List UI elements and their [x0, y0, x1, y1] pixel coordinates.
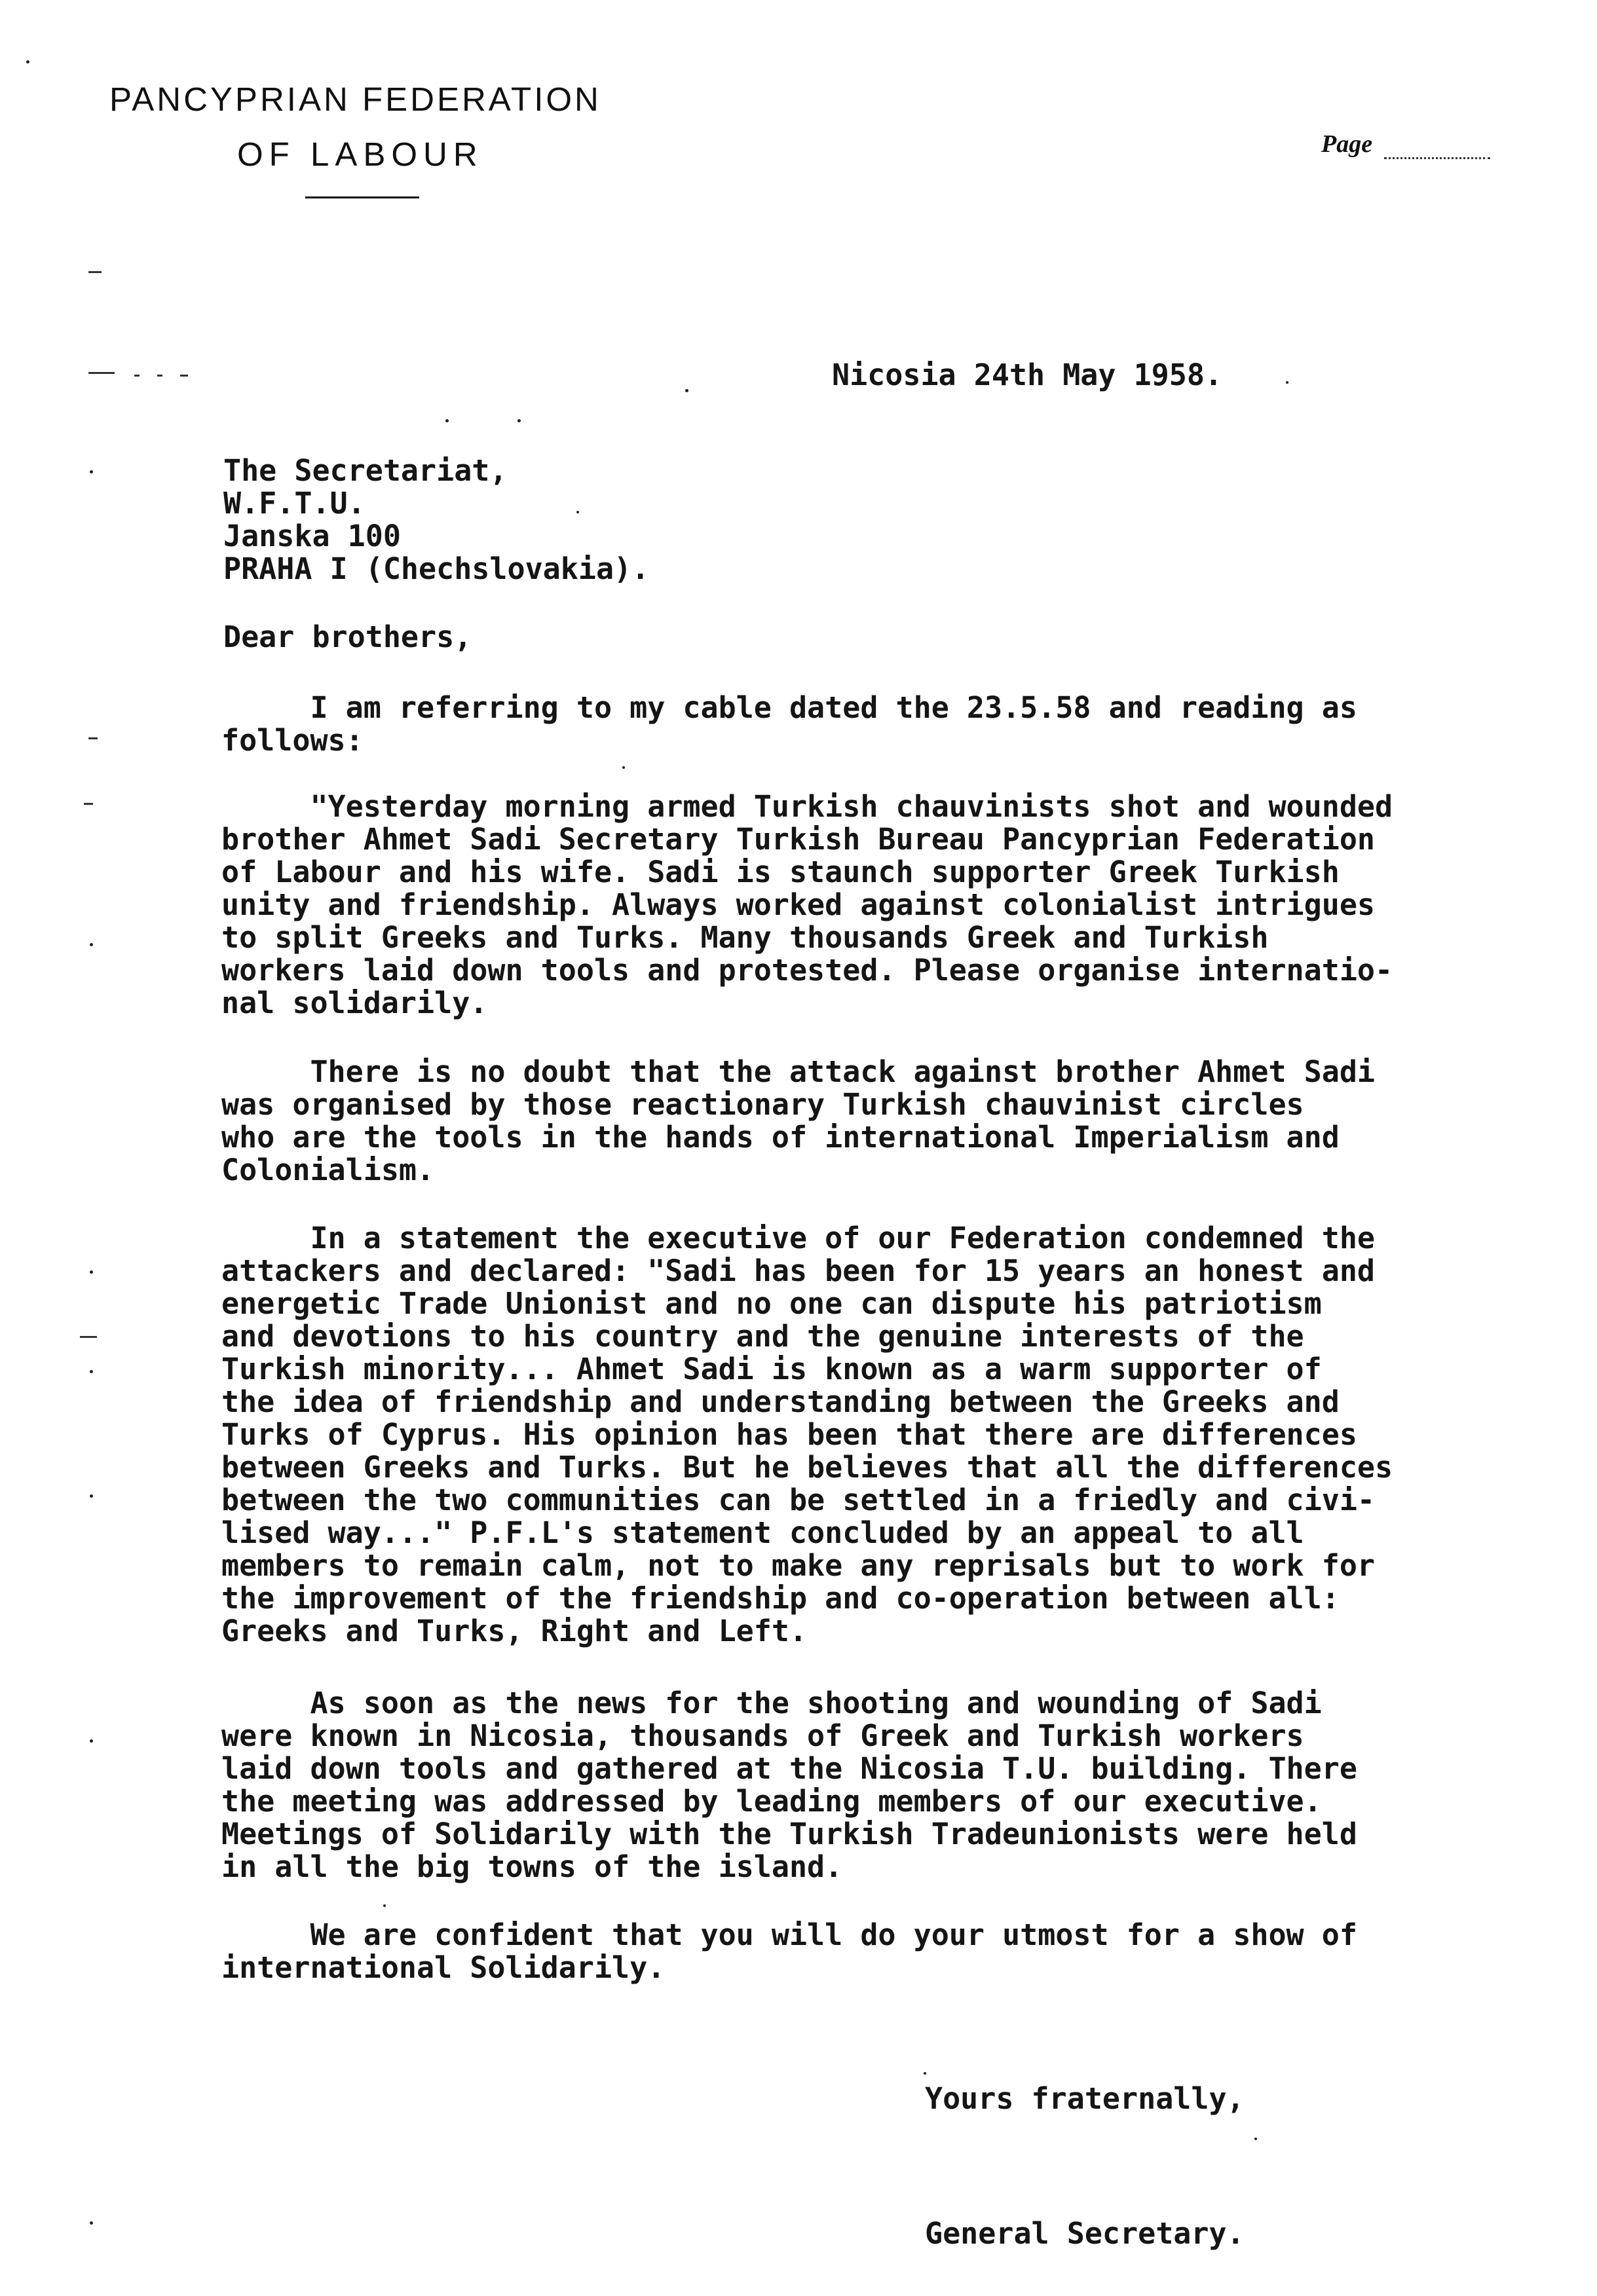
recipient-line-4: PRAHA I (Chechslovakia). — [223, 551, 650, 586]
scan-speck — [517, 419, 521, 422]
scan-speck — [90, 1494, 93, 1498]
body-paragraph-5: As soon as the news for the shooting and wounding of Sadi were known in Nicosia, thousands of Greek and Turkish workers laid down tools and gathered at the Nicosia T.U. building. There the meeting was addressed by leading members of our executive. Meetings of Solidarily with the Turkish Tradeunionists were held in all the big towns of the island. — [221, 1686, 1357, 1884]
body-paragraph-1: I am referring to my cable dated the 23.5.58 and reading as follows: — [221, 690, 1357, 758]
page-number-blank — [1384, 157, 1490, 159]
scan-speck — [90, 1370, 93, 1373]
margin-mark — [88, 737, 98, 739]
scan-speck — [924, 2072, 926, 2075]
recipient-line-1: The Secretariat, — [223, 453, 508, 488]
margin-mark — [88, 372, 115, 374]
body-paragraph-statement: In a statement the executive of our Federation condemned the attackers and declared: "Sadi has been for 15 years an honest and energetic Trade Unionist and no one can dispute his patriotism and devotions to his country and the genuine interests of the Turkish minority... Ahmet Sadi is known as a warm supporter of the idea of friendship and understanding between the Greeks and Turks of Cyprus. His opinion has been that there are differences between Greeks and Turks. But he believes that all the differences between the two communities can be settled in a friedly and civi- lised way..." P.F.L's statement concluded by an appeal to all members to remain calm, not to make any reprisals but to work for the improvement of the friendship and co-operation between all: Greeks and Turks, Right and Left. — [221, 1221, 1393, 1648]
scan-speck — [1286, 381, 1288, 384]
body-paragraph-3: There is no doubt that the attack against brother Ahmet Sadi was organised by those reactionary Turkish chauvinist circles who are the tools in the hands of international Imperialism and Colonialism. — [221, 1054, 1376, 1187]
scan-speck — [90, 943, 93, 946]
letterhead-org-line1: PANCYPRIAN FEDERATION — [109, 81, 601, 118]
page-number-label: Page — [1321, 130, 1373, 158]
scan-speck — [90, 470, 93, 473]
scan-speck — [383, 1904, 386, 1907]
margin-mark — [157, 375, 162, 377]
recipient-line-3: Janska 100 — [223, 519, 401, 553]
scan-speck — [26, 60, 29, 64]
body-paragraph-6: We are confident that you will do your utmost for a show of international Solidarily. — [221, 1917, 1357, 1985]
scan-speck — [622, 766, 625, 769]
scan-speck — [90, 1270, 93, 1274]
closing: Yours fraternally, — [925, 2081, 1245, 2116]
margin-mark — [84, 803, 93, 805]
margin-mark — [134, 375, 140, 377]
margin-mark — [80, 1336, 97, 1338]
scan-speck — [576, 511, 579, 513]
scan-speck — [445, 419, 449, 422]
scan-speck — [90, 1739, 93, 1743]
scan-speck — [1254, 2138, 1257, 2140]
dateline: Nicosia 24th May 1958. — [832, 358, 1223, 392]
margin-mark — [180, 375, 188, 377]
body-paragraph-cable-quote: "Yesterday morning armed Turkish chauvinists shot and wounded brother Ahmet Sadi Secretary Turkish Bureau Pancyprian Federation of Labour and his wife. Sadi is staunch supporter Greek Turkish unity and friendship. Always worked against colonialist intrigues to split Greeks and Turks. Many thousands Greek and Turkish workers laid down tools and protested. Please organise internatio- nal solidarily. — [221, 789, 1393, 1020]
salutation: Dear brothers, — [223, 620, 472, 654]
scan-speck — [685, 389, 688, 392]
scan-speck — [90, 2221, 93, 2225]
letterhead-underline — [305, 196, 419, 198]
signature-title: General Secretary. — [925, 2216, 1245, 2251]
letterhead-org-line2: OF LABOUR — [237, 136, 483, 173]
recipient-line-2: W.F.T.U. — [223, 486, 366, 521]
margin-mark — [88, 271, 102, 273]
